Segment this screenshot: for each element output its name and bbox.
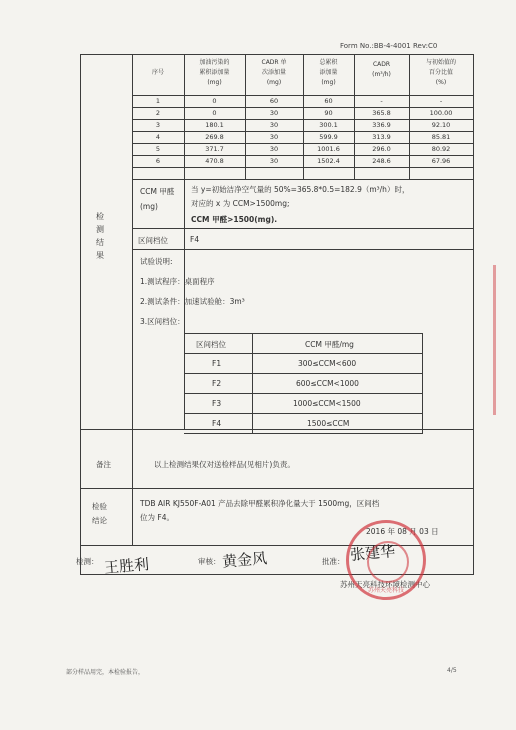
table-cell: 5	[155, 145, 161, 153]
table-header-cell: CADR 单 次添加量 (mg)	[261, 59, 287, 86]
approver-label: 批准：	[322, 557, 345, 566]
inner-table-line	[184, 333, 423, 334]
table-cell: 30	[269, 157, 279, 165]
table-cell: 365.8	[372, 109, 391, 117]
interval-value: F4	[190, 235, 200, 244]
inner-header-ccm: CCM 甲醛/mg	[305, 340, 354, 349]
inner-cell: F3	[212, 399, 222, 408]
table-cell: 80.92	[431, 145, 451, 153]
table-cell: 300.1	[319, 121, 338, 129]
inner-table-line	[184, 393, 423, 394]
table-cell: 1502.4	[317, 157, 340, 165]
table-cell: 336.9	[372, 121, 391, 129]
table-cell: 90	[324, 109, 333, 117]
official-seal	[346, 520, 426, 600]
seal-text: 苏州天亮科技	[367, 587, 404, 594]
footer-note: 部分样品用完，本检验报告，	[66, 669, 145, 676]
section-line	[80, 488, 474, 489]
table-cell: 1001.6	[317, 145, 340, 153]
inner-cell: F4	[212, 419, 222, 428]
ccm-result: CCM 甲醛>1500(mg).	[191, 215, 278, 224]
seal-star	[367, 541, 409, 583]
inner-cell: F1	[212, 359, 222, 368]
inner-cell: 300≤CCM<600	[298, 359, 357, 368]
organization-name: 苏州天亮科技环境检测中心	[340, 580, 430, 589]
table-header-cell: 序号	[151, 69, 164, 76]
table-header-cell: 与初始值的 百分比值 (%)	[425, 59, 456, 86]
interval-label: 区间档位	[138, 236, 168, 245]
inner-cell: 1000≤CCM<1500	[293, 399, 361, 408]
table-cell: 269.8	[205, 133, 224, 141]
conclusion-label: 检验 结论	[92, 502, 107, 525]
table-border-left	[80, 54, 81, 574]
table-border-top	[80, 54, 474, 55]
table-cell: 30	[269, 109, 279, 117]
inner-table-col-line	[252, 333, 253, 433]
table-cell: 4	[155, 133, 161, 141]
reviewer-label: 审核：	[198, 557, 221, 566]
table-cell: 85.81	[431, 133, 451, 141]
table-cell: 296.0	[372, 145, 391, 153]
table-cell: 2	[155, 109, 161, 117]
table-cell: 60	[324, 97, 333, 105]
table-cell: 599.9	[319, 133, 338, 141]
inner-table-col-line	[422, 333, 423, 433]
inner-cell: 1500≤CCM	[307, 419, 350, 428]
approver-signature: 张建华	[349, 542, 396, 564]
inner-table-line	[184, 373, 423, 374]
table-cell: 3	[155, 121, 161, 129]
table-cell: 1	[155, 97, 161, 105]
section-line	[80, 429, 474, 430]
notes-item-1: 1.测试程序：桌面程序	[140, 277, 215, 286]
conclusion-text-2: 位为 F4。	[140, 513, 174, 522]
table-cell: 180.1	[205, 121, 224, 129]
ccm-label: CCM 甲醛 (mg)	[140, 187, 175, 211]
table-header-cell: 加油污染的 累积添加量 (mg)	[199, 59, 230, 86]
table-cell: 470.8	[205, 157, 224, 165]
inner-header-interval: 区间档位	[196, 340, 226, 349]
table-cell: 248.6	[372, 157, 391, 165]
table-header-cell: CADR (m³/h)	[372, 61, 391, 78]
inner-cell: F2	[212, 379, 222, 388]
table-cell: 60	[269, 97, 279, 105]
notes-title: 试验说明:	[140, 257, 173, 266]
table-cell: 30	[269, 133, 279, 141]
table-cell: 313.9	[372, 133, 391, 141]
table-border-right	[473, 54, 474, 574]
page-number: 4/5	[447, 667, 457, 674]
remarks-divider	[132, 429, 133, 545]
inner-table-line	[184, 353, 423, 354]
table-cell: 100.00	[429, 109, 453, 117]
table-cell: 0	[212, 109, 217, 117]
notes-item-2: 2.测试条件：加速试验舱：3m³	[140, 297, 245, 306]
table-cell: 6	[155, 157, 161, 165]
inner-table-line	[184, 413, 423, 414]
conclusion-date: 2016 年 08 月 03 日	[366, 527, 439, 536]
interval-bottom-line	[132, 249, 474, 250]
table-cell: 30	[269, 121, 279, 129]
notes-item-3: 3.区间档位：	[140, 317, 185, 326]
table-header-cell: 总累积 添加量 (mg)	[319, 59, 338, 86]
ccm-line-2: 对应的 x 为 CCM>1500mg;	[191, 199, 290, 208]
form-number: Form No.:BB-4-4001 Rev:C0	[340, 42, 438, 50]
tester-label: 检测：	[76, 557, 99, 566]
conclusion-text-1: TDB AIR KJ550F-A01 产品去除甲醛累积净化量大于 1500mg，区间档	[140, 499, 380, 508]
table-cell: 371.7	[205, 145, 224, 153]
table-cell: -	[380, 97, 383, 105]
remarks-text: 以上检测结果仅对送检样品(见相片)负责。	[154, 460, 295, 469]
table-cell: -	[439, 97, 443, 105]
tester-signature: 王胜利	[103, 555, 150, 577]
inner-table-line	[184, 433, 423, 434]
table-cell: 0	[212, 97, 217, 105]
remarks-label: 备注	[96, 460, 111, 469]
ccm-line-1: 当 y=初始洁净空气量的 50%=365.8*0.5=182.9（m³/h）时，	[191, 185, 410, 194]
table-cell: 67.96	[431, 157, 451, 165]
table-cell: 30	[269, 145, 279, 153]
reviewer-signature: 黄金风	[221, 549, 268, 571]
result-section-label: 检 测 结 果	[96, 212, 104, 260]
inner-cell: 600≤CCM<1000	[296, 379, 359, 388]
table-cell: 92.10	[431, 121, 451, 129]
edge-seal-mark	[493, 265, 516, 415]
